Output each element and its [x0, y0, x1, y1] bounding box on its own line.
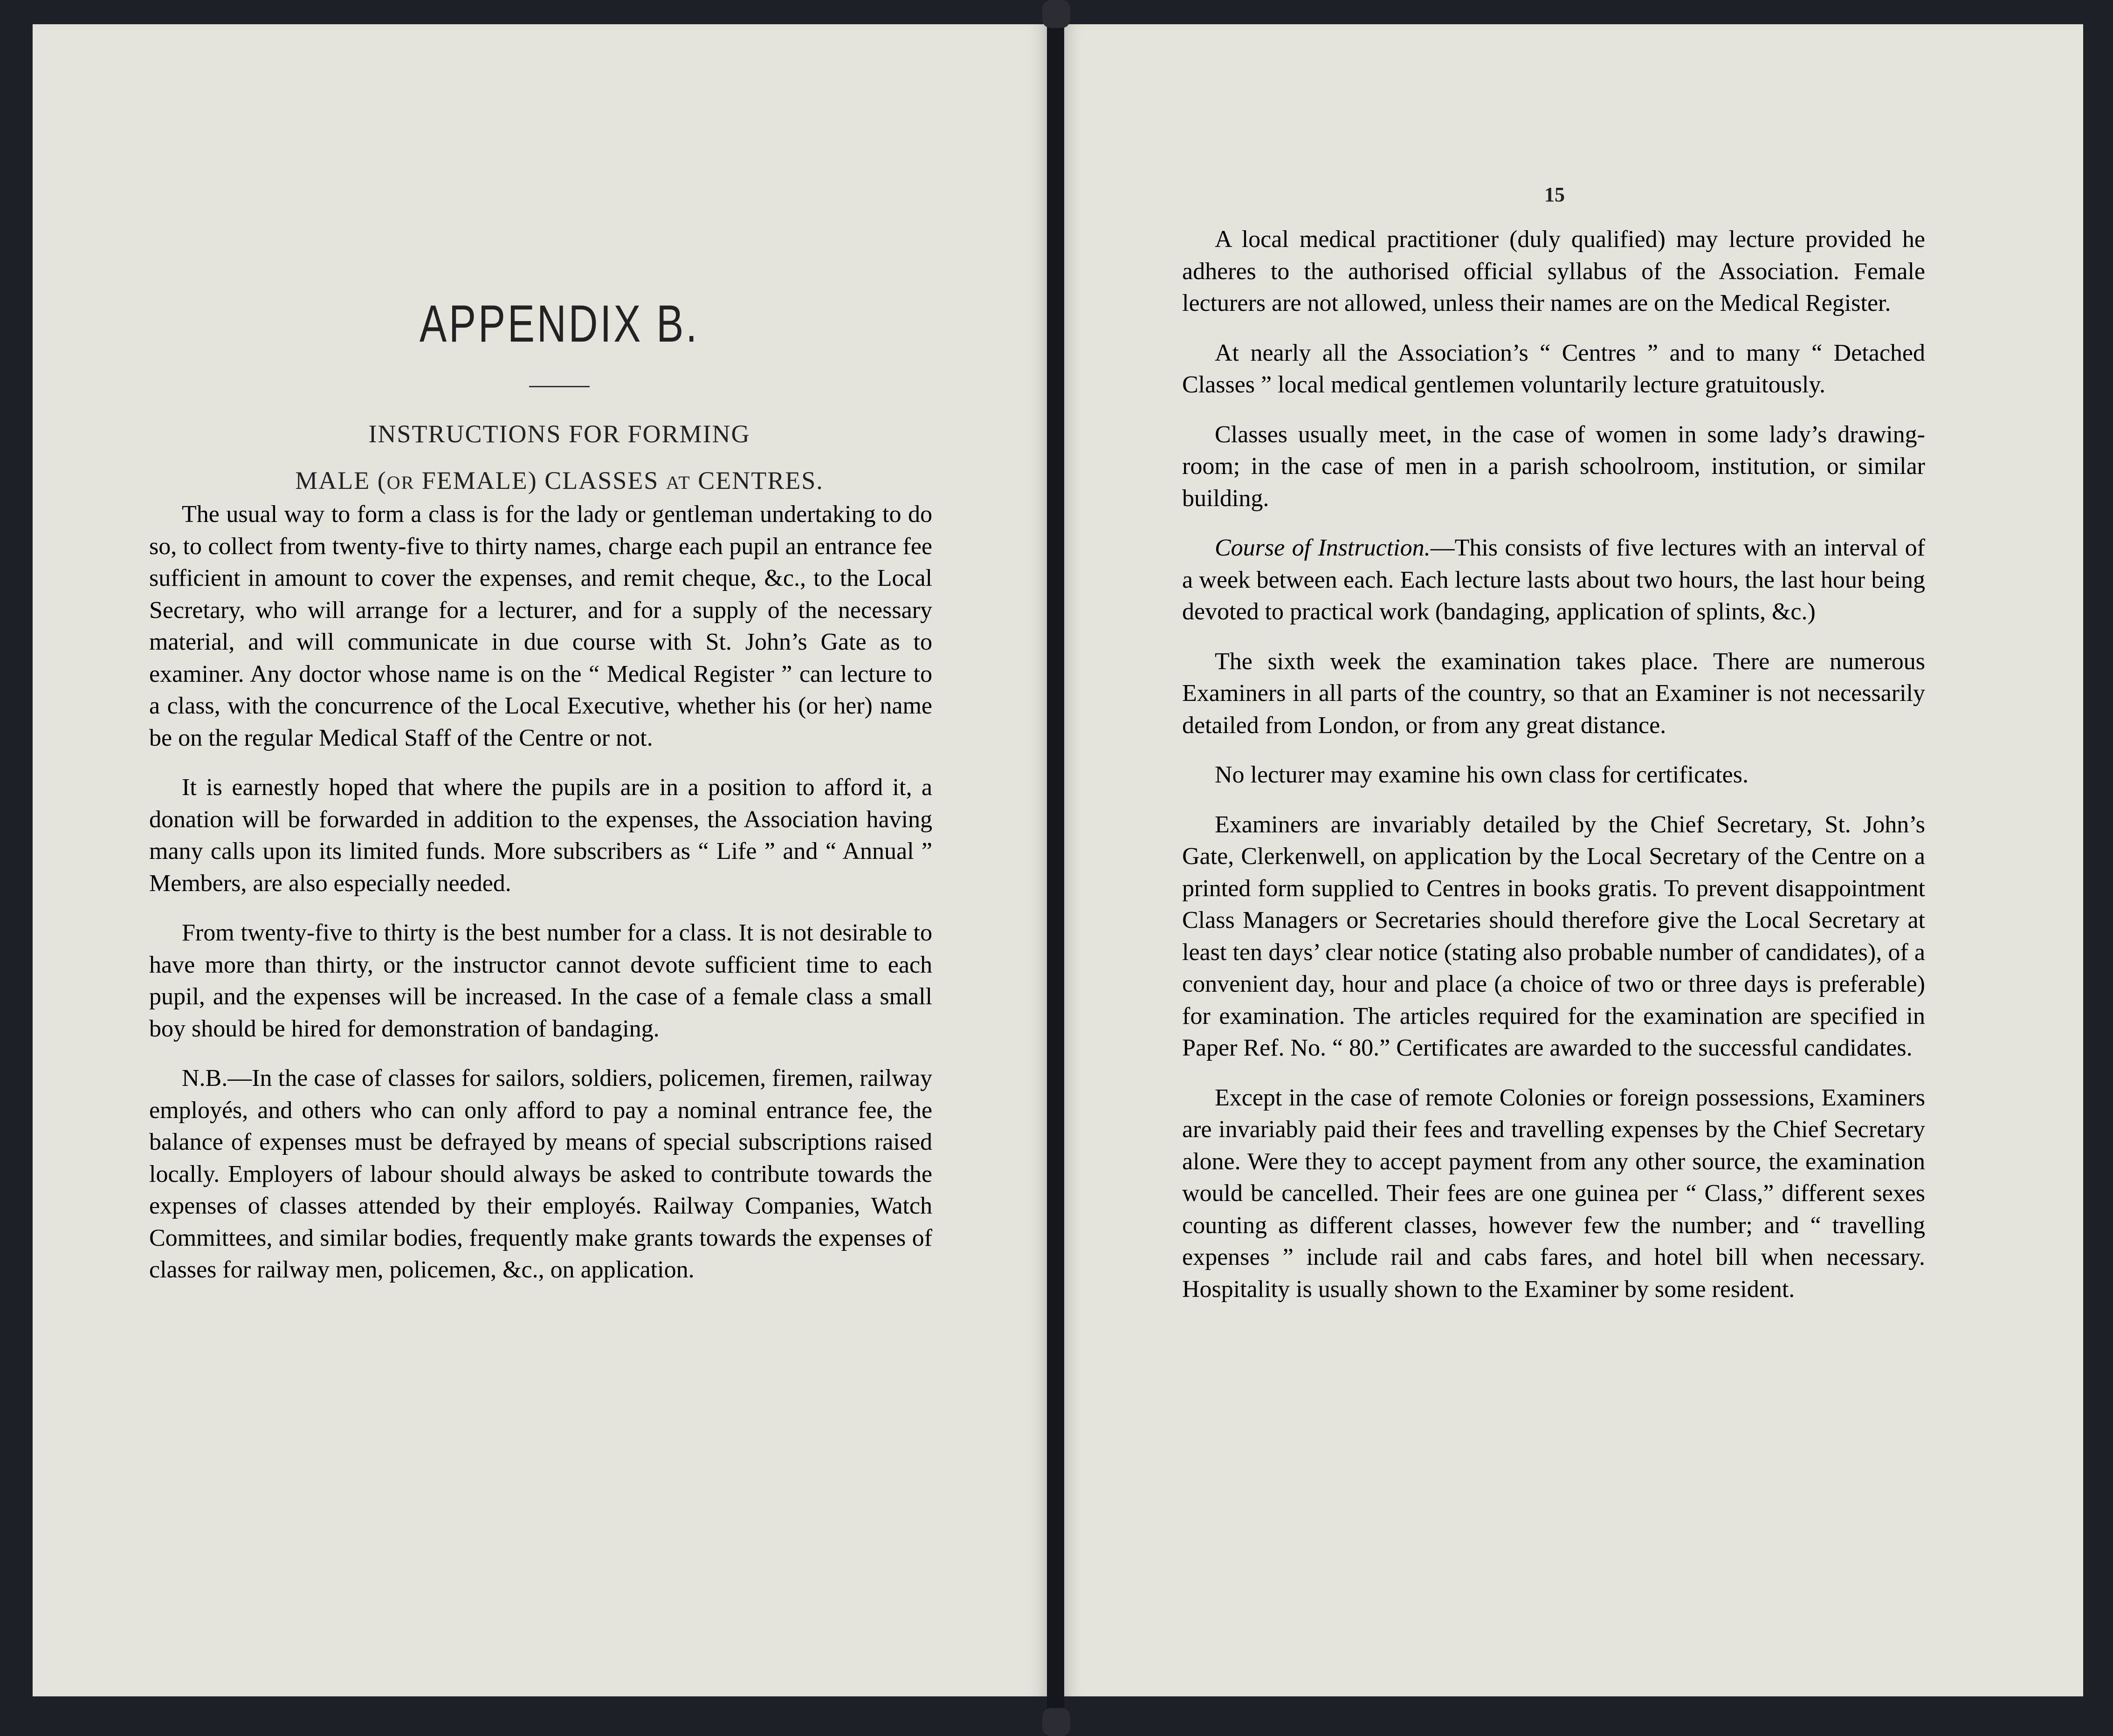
italic-run-in-heading: Course of Instruction.	[1215, 535, 1431, 561]
heading-small-caps: AT	[666, 472, 691, 493]
paragraph: The sixth week the examination takes place. There are numerous Examiners in all parts of the country, so that an Examiner is not necessarily detailed from London, or from any great distance.	[1182, 648, 1925, 739]
appendix-title: APPENDIX B.	[419, 295, 700, 353]
paragraph	[1182, 532, 1925, 628]
heading-small-caps: OR	[386, 472, 415, 493]
page-number: 15	[1544, 183, 1565, 206]
paragraph: At nearly all the Association’s “ Centres ” and to many “ Detached Classes ” local medical gentlemen voluntarily lecture gratuitously.	[1182, 339, 1925, 398]
paragraph-text: —This consists of five lectures with an interval of a week between each. Each lecture lasts about two hours, the last hour being devoted to practical work (bandaging, application of splints, &c.)	[1182, 535, 1925, 625]
heading-text: FEMALE) CLASSES	[414, 467, 666, 494]
heading-text: MALE (	[295, 467, 387, 494]
binding-mark-bottom	[1042, 1708, 1070, 1736]
title-rule	[529, 386, 590, 387]
binding-mark-top	[1042, 0, 1070, 28]
heading-text: CENTRES.	[690, 467, 824, 494]
paragraph: N.B.—In the case of classes for sailors, soldiers, policemen, firemen, railway employés, and others who can only afford to pay a nominal entrance fee, the balance of expenses must be defrayed by means of special subscriptions raised locally. Employers of labour should always be asked to contribute towards the expenses of classes attended by their employés. Railway Companies, Watch Committees, and similar bodies, frequently make grants towards the expenses of classes for railway men, policemen, &c., on application.	[149, 1065, 932, 1283]
book-gutter	[1047, 0, 1064, 1736]
paragraph: No lecturer may examine his own class for certificates.	[1215, 762, 1748, 788]
right-body-text	[1182, 224, 1925, 1323]
paragraph: From twenty-five to thirty is the best number for a class. It is not desirable to have more than thirty, or the instructor cannot devote sufficient time to each pupil, and the expenses will be increased. In the case of a female class a small boy should be hired for demonstration of bandaging.	[149, 919, 932, 1042]
paragraph: A local medical practitioner (duly qualified) may lecture provided he adheres to the authorised official syllabus of the Association. Female lecturers are not allowed, unless their names are on the Medical Register.	[1182, 226, 1925, 316]
paragraph: Examiners are invariably detailed by the Chief Secretary, St. John’s Gate, Clerkenwell, on application by the Local Secretary of the Centre on a printed form supplied to Centres in books gratis. To prevent disappointment Class Managers or Secretaries should therefore give the Local Secretary at least ten days’ clear notice (stating also probable number of candidates), of a convenient day, hour and place (a choice of two or three days is preferable) for examination. The articles required for the examination are specified in Paper Ref. No. “ 80.” Certificates are awarded to the successful candidates.	[1182, 811, 1925, 1061]
paragraph: It is earnestly hoped that where the pupils are in a position to afford it, a donation will be forwarded in addition to the expenses, the Association having many calls upon its limited funds. More subscribers as “ Life ” and “ Annual ” Members, are also especially needed.	[149, 774, 932, 897]
section-heading-line-1: INSTRUCTIONS FOR FORMING	[368, 420, 750, 448]
paragraph: The usual way to form a class is for the lady or gentleman undertaking to do so, to collect from twenty-five to thirty names, charge each pupil an entrance fee sufficient in amount to cover the expenses, and remit cheque, &c., to the Local Secretary, who will arrange for a lecturer, and for a supply of the necessary material, and will communicate in due course with St. John’s Gate as to examiner. Any doctor whose name is on the “ Medical Register ” can lecture to a class, with the concurrence of the Local Executive, whether his (or her) name be on the regular Medical Staff of the Centre or not.	[149, 501, 932, 751]
paragraph: Except in the case of remote Colonies or foreign possessions, Examiners are invariably paid their fees and travelling expenses by the Chief Secretary alone. Were they to accept payment from any other source, the examination would be cancelled. Their fees are one guinea per “ Class,” different sexes counting as different classes, however few the number; and “ travelling expenses ” include rail and cabs fares, and hotel bill when necessary. Hospitality is usually shown to the Examiner by some resident.	[1182, 1084, 1925, 1303]
section-heading-line-2	[149, 466, 970, 495]
left-body-text	[149, 499, 932, 1304]
paragraph: Classes usually meet, in the case of women in some lady’s drawing-room; in the case of men in a parish schoolroom, institution, or similar building.	[1182, 421, 1925, 512]
